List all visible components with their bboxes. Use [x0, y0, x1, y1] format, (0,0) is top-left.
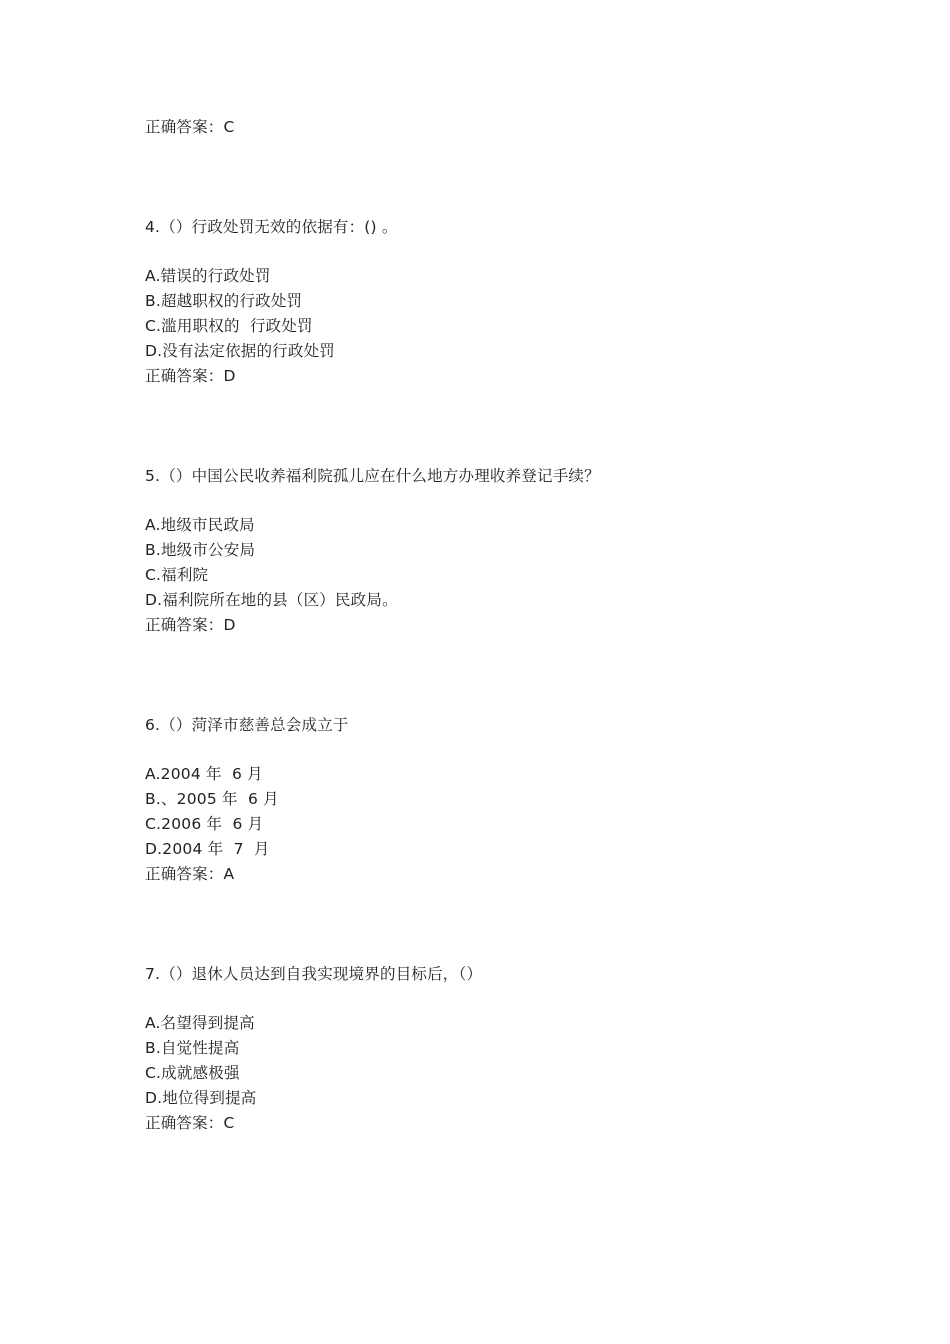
- option-a: A.地级市民政局: [145, 516, 255, 534]
- option-c: C.成就感极强: [145, 1064, 240, 1082]
- question-stem: 6.（）菏泽市慈善总会成立于: [145, 716, 349, 734]
- option-a: A.名望得到提高: [145, 1014, 255, 1032]
- option-d: D.2004 年 7 月: [145, 840, 270, 858]
- answer-line: 正确答案：C: [145, 118, 235, 136]
- answer-line: 正确答案：D: [145, 616, 236, 634]
- option-b: B.自觉性提高: [145, 1039, 240, 1057]
- option-a: A.错误的行政处罚: [145, 267, 271, 285]
- option-d: D.福利院所在地的县（区）民政局。: [145, 591, 398, 609]
- question-stem: 4.（）行政处罚无效的依据有：() 。: [145, 218, 398, 236]
- option-b: B.地级市公安局: [145, 541, 256, 559]
- answer-line: 正确答案：C: [145, 1114, 235, 1132]
- option-b: B.超越职权的行政处罚: [145, 292, 303, 310]
- question-stem: 7.（）退休人员达到自我实现境界的目标后，（）: [145, 965, 483, 983]
- question-stem: 5.（）中国公民收养福利院孤儿应在什么地方办理收养登记手续？: [145, 467, 600, 485]
- option-d: D.地位得到提高: [145, 1089, 257, 1107]
- option-c: C.滥用职权的 行政处罚: [145, 317, 313, 335]
- answer-line: 正确答案：A: [145, 865, 235, 883]
- option-c: C.福利院: [145, 566, 209, 584]
- option-b: B.、2005 年 6 月: [145, 790, 279, 808]
- option-d: D.没有法定依据的行政处罚: [145, 342, 335, 360]
- option-a: A.2004 年 6 月: [145, 765, 263, 783]
- answer-line: 正确答案：D: [145, 367, 236, 385]
- option-c: C.2006 年 6 月: [145, 815, 264, 833]
